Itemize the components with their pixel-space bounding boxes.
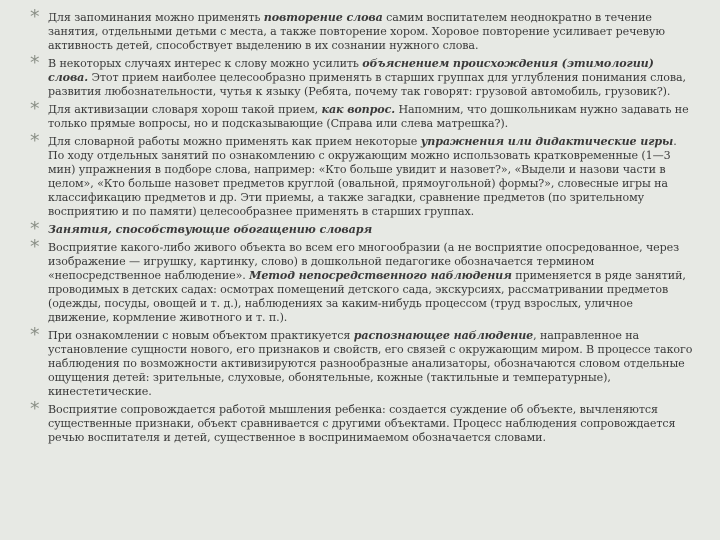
text-segment: самим воспитателем неоднократно в течение занятия, отдельными детьми с места, а также повторение хором. Хоровое повторение усиливает речевую активность детей, способствует выделению в их сознании нужного слова. xyxy=(48,11,665,52)
emphasis-text: объяснением происхождения (этимологии) слова. xyxy=(48,57,654,84)
bullet-item xyxy=(30,324,694,399)
bullet-item xyxy=(30,52,694,99)
text-segment: Для активизации словаря хорош такой прием, xyxy=(48,103,322,116)
bullet-item xyxy=(30,236,694,325)
bullet-star-icon: * xyxy=(30,130,40,152)
text-segment: , направленное на установление сущности нового, его признаков и свойств, его связей с окружающим миром. В процессе такого наблюдения по возможности активизируются разнообразные анализаторы, обозначаются словом отдельные ощущения детей: зрительные, слуховые, обонятельные, кожные (тактильные и температурные), кинестетические. xyxy=(48,329,693,398)
bullet-item xyxy=(30,218,694,240)
bullet-star-icon: * xyxy=(30,324,40,346)
bullet-star-icon: * xyxy=(30,218,40,240)
emphasis-text: упражнения или дидактические игры xyxy=(420,135,674,148)
bullet-item xyxy=(30,130,694,219)
text-segment: В некоторых случаях интерес к слову можно усилить xyxy=(48,57,363,70)
bullet-item xyxy=(30,6,694,53)
text-segment: Для запоминания можно применять xyxy=(48,11,264,24)
emphasis-text: распознающее наблюдение xyxy=(353,329,534,342)
text-segment: Восприятие сопровождается работой мышления ребенка: создается суждение об объекте, вычленяются существенные признаки, объект сравнивается с другими объектами. Процесс наблюдения сопровождается речью воспитателя и детей, существенное в воспринимаемом обозначается словами. xyxy=(48,403,676,444)
bullet-item xyxy=(30,398,694,445)
text-segment: применяется в ряде занятий, проводимых в детских садах: осмотрах помещений детского сада, экскурсиях, рассматривании предметов (одежды, посуды, овощей и т. д.), наблюдениях за каким-нибудь процессом (труд взрослых, уличное движение, кормление животного и т. п.). xyxy=(48,269,686,324)
section-heading: Занятия, способствующие обогащению словаря xyxy=(48,223,373,236)
text-segment: Восприятие какого-либо живого объекта во всем его многообразии (а не восприятие опосредованное, через изображение — игрушку, картинку, слово) в дошкольной педагогике обозначается термином «непосредственное наблюдение». xyxy=(48,241,680,282)
bullet-star-icon: * xyxy=(30,236,40,258)
emphasis-text: Метод непосредственного наблюдения xyxy=(249,269,512,282)
bullet-star-icon: * xyxy=(30,98,40,120)
bullet-item xyxy=(30,98,694,131)
bullet-star-icon: * xyxy=(30,52,40,74)
text-segment: . По ходу отдельных занятий по ознакомлению с окружающим можно использовать кратковременные (1—3 мин) упражнения в подборе слова, например: «Кто больше увидит и назовет?», «Выдели и назови части в целом», «Кто больше назовет предметов круглой (овальной, прямоугольной) формы?», словесные игры на классификацию предметов и др. Эти приемы, а также загадки, сравнение предметов (по зрительному восприятию и по памяти) целесообразнее применять в старших группах. xyxy=(48,135,677,218)
text-segment: Этот прием наиболее целесообразно применять в старших группах для углубления понимания слова, развития любознательности, чутья к языку (Ребята, почему так говорят: грузовой автомобиль, грузовик?). xyxy=(48,71,686,98)
emphasis-text: как вопрос. xyxy=(321,103,396,116)
bullet-star-icon: * xyxy=(30,6,40,28)
bullet-star-icon: * xyxy=(30,398,40,420)
text-segment: Напомним, что дошкольникам нужно задавать не только прямые вопросы, но и подсказывающие (Справа или слева матрешка?). xyxy=(48,103,689,130)
text-segment: Для словарной работы можно применять как прием некоторые xyxy=(48,135,421,148)
emphasis-text: повторение слова xyxy=(263,11,383,24)
text-segment: При ознакомлении с новым объектом практикуется xyxy=(48,329,354,342)
